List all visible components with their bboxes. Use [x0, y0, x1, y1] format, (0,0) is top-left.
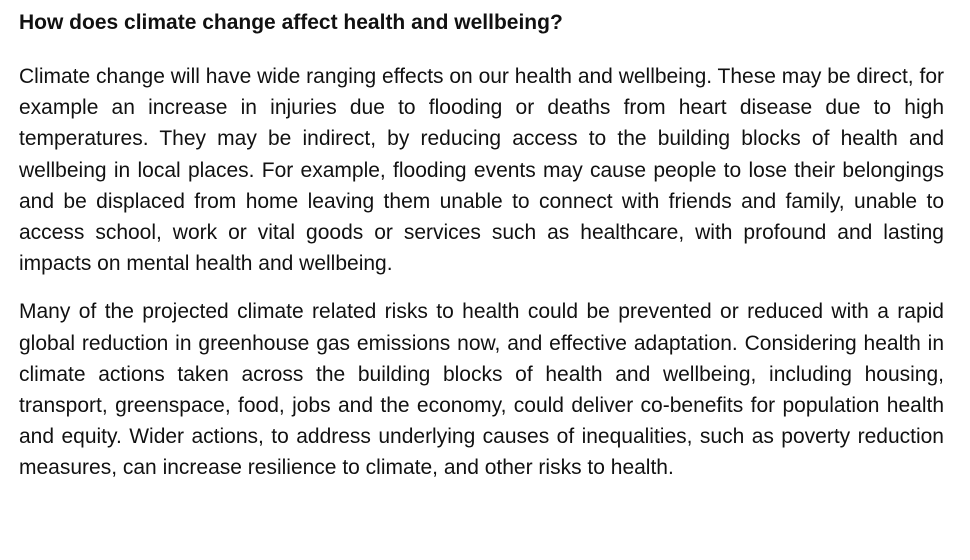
- paragraph-risk-reduction: Many of the projected climate related risks to health could be prevented or reduced with a rapid global reduction in greenhouse gas emissions now, and effective adaptation. Considering health in climate actions taken across the building blocks of health and wellbeing, including housing, transport, greenspace, food, jobs and the economy, could deliver co-benefits for population health and equity. Wider actions, to address underlying causes of inequalities, such as poverty reduction measures, can increase resilience to climate, and other risks to health.: [19, 300, 944, 480]
- document-heading: How does climate change affect health and wellbeing?: [19, 11, 563, 34]
- paragraph-climate-effects: Climate change will have wide ranging effects on our health and wellbeing. These may be direct, for example an increase in injuries due to flooding or deaths from heart disease due to high temperatures. They may be indirect, by reducing access to the building blocks of health and wellbeing in local places. For example, flooding events may cause people to lose their belongings and be displaced from home leaving them unable to connect with friends and family, unable to access school, work or vital goods or services such as healthcare, with profound and lasting impacts on mental health and wellbeing.: [19, 65, 944, 276]
